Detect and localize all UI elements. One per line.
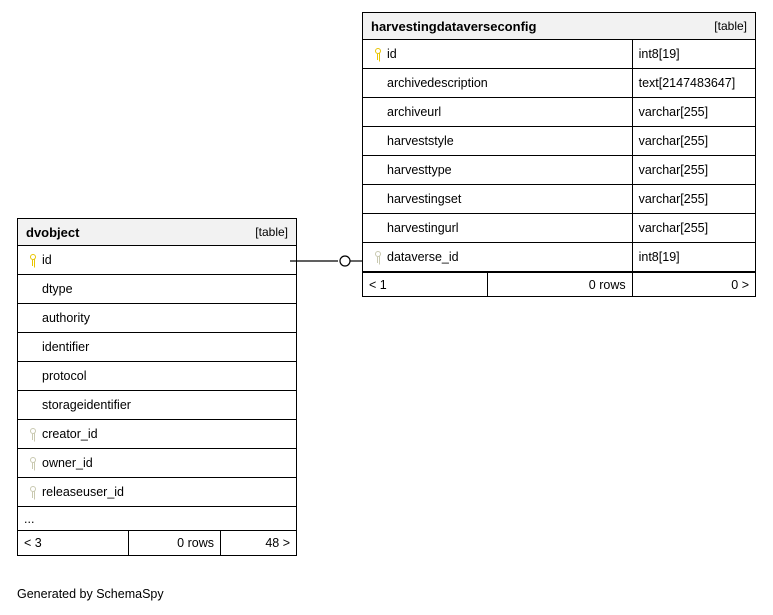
column-name-cell [363, 40, 632, 68]
column-label: protocol [42, 369, 87, 383]
column-type-cell: int8[19] [632, 40, 755, 68]
table-row[interactable] [363, 69, 755, 98]
relationship-line [290, 246, 370, 276]
column-label: harvestingset [387, 192, 462, 206]
column-label: dtype [42, 282, 73, 296]
relationship-connector [290, 246, 370, 276]
table-row[interactable] [18, 420, 296, 449]
table-row[interactable] [18, 391, 296, 420]
table-title: harvestingdataverseconfig [371, 18, 537, 34]
column-label: creator_id [42, 427, 98, 441]
table-row[interactable] [363, 156, 755, 185]
footer-child-count[interactable]: 48 > [220, 531, 296, 555]
column-label: dataverse_id [387, 250, 459, 264]
table-header [18, 219, 296, 246]
footer-child-count[interactable]: 0 > [632, 273, 755, 296]
column-name-cell [18, 275, 296, 303]
table-header [363, 13, 755, 40]
column-label: storageidentifier [42, 398, 131, 412]
column-label: harveststyle [387, 134, 454, 148]
footer-parent-count[interactable]: < 1 [369, 277, 387, 292]
table-dvobject[interactable] [17, 218, 297, 556]
column-label: identifier [42, 340, 90, 354]
footer-parent-count[interactable]: < 3 [24, 536, 42, 550]
column-name-cell [363, 127, 632, 155]
column-label: releaseuser_id [42, 485, 124, 499]
column-label: owner_id [42, 456, 93, 470]
table-row[interactable] [363, 127, 755, 156]
foreign-key-icon [24, 457, 42, 469]
foreign-key-icon [369, 251, 387, 263]
truncated-columns-indicator: ... [18, 507, 296, 531]
column-name-cell [363, 98, 632, 126]
table-type-tag: [table] [255, 225, 288, 239]
table-row[interactable] [363, 40, 755, 69]
column-name-cell [18, 420, 296, 448]
column-name-cell [363, 214, 632, 242]
table-row[interactable] [363, 243, 755, 272]
column-name-cell [18, 362, 296, 390]
table-footer [363, 272, 755, 296]
footer-row-count: 0 rows [487, 273, 631, 296]
table-row[interactable] [18, 304, 296, 333]
column-name-cell [18, 391, 296, 419]
column-name-cell [363, 69, 632, 97]
column-label: harvestingurl [387, 221, 459, 235]
column-label: id [42, 253, 52, 267]
column-name-cell [363, 156, 632, 184]
table-row[interactable] [18, 333, 296, 362]
table-row[interactable] [18, 449, 296, 478]
primary-key-icon [24, 254, 42, 266]
column-type-cell: text[2147483647] [632, 69, 755, 97]
column-name-cell [18, 304, 296, 332]
table-row[interactable] [18, 246, 296, 275]
column-type-cell: varchar[255] [632, 127, 755, 155]
table-type-tag: [table] [714, 19, 747, 33]
column-name-cell [18, 246, 296, 274]
table-harvestingdataverseconfig[interactable] [362, 12, 756, 297]
table-row[interactable] [363, 98, 755, 127]
column-name-cell [18, 478, 296, 506]
column-name-cell [363, 185, 632, 213]
foreign-key-icon [24, 486, 42, 498]
generator-credit: Generated by SchemaSpy [17, 587, 164, 601]
column-label: id [387, 47, 397, 61]
column-name-cell [18, 449, 296, 477]
table-footer [18, 531, 296, 555]
table-row[interactable] [363, 214, 755, 243]
table-row[interactable] [363, 185, 755, 214]
column-type-cell: int8[19] [632, 243, 755, 271]
table-row[interactable] [18, 478, 296, 507]
column-label: authority [42, 311, 90, 325]
column-name-cell [363, 243, 632, 271]
column-label: harvesttype [387, 163, 452, 177]
column-name-cell [18, 333, 296, 361]
column-type-cell: varchar[255] [632, 156, 755, 184]
column-label: archiveurl [387, 105, 442, 119]
table-title: dvobject [26, 224, 80, 240]
foreign-key-icon [24, 428, 42, 440]
table-row[interactable] [18, 275, 296, 304]
column-type-cell: varchar[255] [632, 214, 755, 242]
column-type-cell: varchar[255] [632, 185, 755, 213]
footer-row-count: 0 rows [128, 531, 220, 555]
column-label: archivedescription [387, 76, 488, 90]
primary-key-icon [369, 48, 387, 60]
column-type-cell: varchar[255] [632, 98, 755, 126]
table-row[interactable] [18, 362, 296, 391]
